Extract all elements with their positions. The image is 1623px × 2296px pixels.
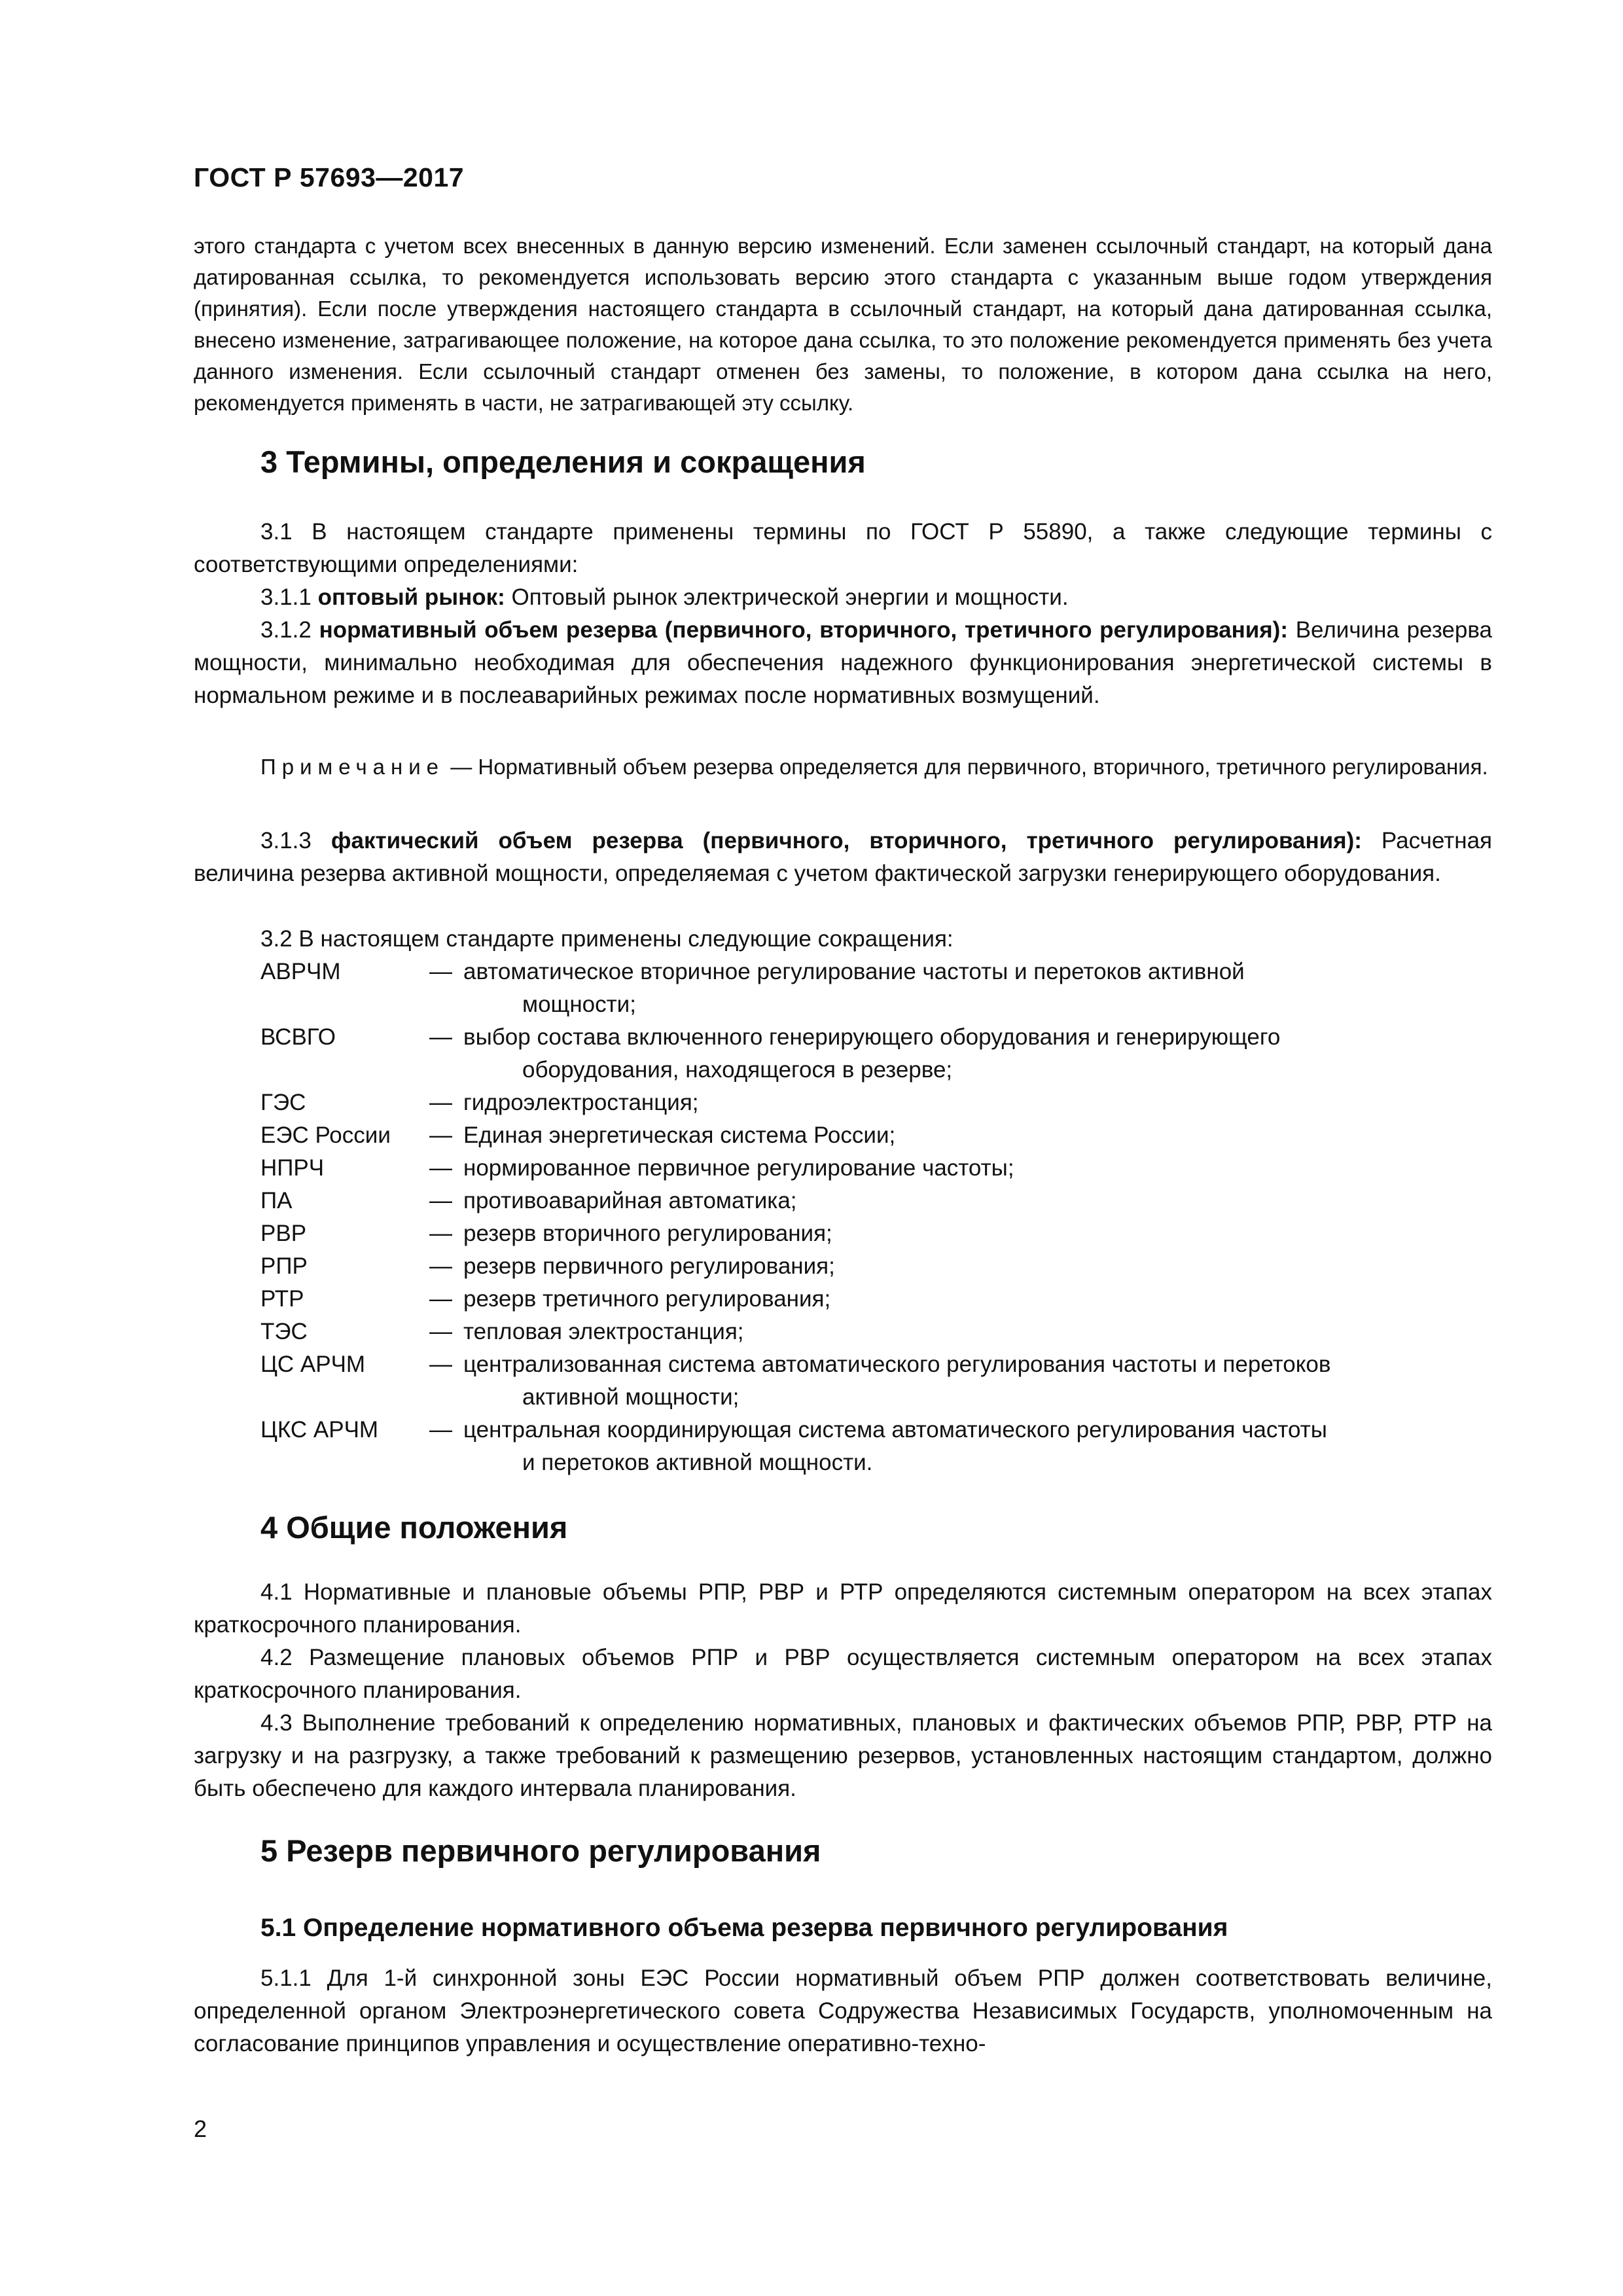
abbreviation-definition: центральная координирующая система автоматического регулирования частоты (463, 1417, 1327, 1443)
abbreviation-definition-continued: активной мощности; (522, 1384, 740, 1410)
abbreviation-key: АВРЧМ (260, 959, 341, 984)
abbreviation-row (260, 1185, 1492, 1217)
note-label: Примечание (260, 755, 445, 779)
abbreviation-dash: — (429, 1417, 452, 1443)
abbreviation-dash: — (429, 1286, 452, 1312)
abbreviation-definition: автоматическое вторичное регулирование частоты и перетоков активной (463, 959, 1245, 984)
abbreviation-key: ЦКС АРЧМ (260, 1417, 379, 1443)
abbreviation-key: РТР (260, 1286, 304, 1312)
abbreviation-dash: — (429, 1221, 452, 1246)
paragraph-5-1-1: 5.1.1 Для 1-й синхронной зоны ЕЭС России нормативный объем РПР должен соответствовать величине, определенной органом Электроэнергетического совета Содружества Независимых Государств, уполномоченным на согласование принципов управления и осуществление оперативно-техно- (194, 1965, 1492, 2056)
subsection-5-1-title: 5.1 Определение нормативного объема резерва первичного регулирования (260, 1914, 1228, 1942)
standard-header: ГОСТ Р 57693—2017 (194, 162, 465, 192)
abbreviation-row (260, 1086, 1492, 1119)
abbreviation-dash: — (429, 1155, 452, 1181)
abbreviation-definition-continued: оборудования, находящегося в резерве; (522, 1057, 953, 1083)
abbreviation-definition: централизованная система автоматического регулирования частоты и перетоков (463, 1352, 1331, 1377)
abbreviation-definition: резерв первичного регулирования; (463, 1253, 835, 1279)
abbreviation-row (260, 1021, 1492, 1086)
intro-paragraph: этого стандарта с учетом всех внесенных в данную версию изменений. Если заменен ссылочный стандарт, на который дана датированная ссылка, то рекомендуется использовать версию этого стандарта с указанным выше годом утверждения (принятия). Если после утверждения настоящего стандарта в ссылочный стандарт, на который дана датированная ссылка, внесено изменение, затрагивающее положение, на которое дана ссылка, то это положение рекомендуется применять без учета данного изменения. Если ссылочный стандарт отменен без замены, то положение, в котором дана ссылка на него, рекомендуется применять в части, не затрагивающей эту ссылку. (194, 234, 1492, 415)
abbreviation-indent (260, 988, 522, 1021)
abbreviation-definition: тепловая электростанция; (463, 1319, 744, 1344)
paragraph-4-3: 4.3 Выполнение требований к определению нормативных, плановых и фактических объемов РПР, РВР, РТР на загрузку и на разгрузку, а также требований к размещению резервов, установленных настоящим стандартом, должно быть обеспечено для каждого интервала планирования. (194, 1710, 1492, 1801)
abbreviation-key: ЦС АРЧМ (260, 1352, 366, 1377)
abbreviation-key: НПРЧ (260, 1155, 325, 1181)
abbreviation-definition: резерв третичного регулирования; (463, 1286, 831, 1312)
paragraph-4-1: 4.1 Нормативные и плановые объемы РПР, РВР и РТР определяются системным оператором на всех этапах краткосрочного планирования. (194, 1579, 1492, 1638)
abbreviation-dash: — (429, 1352, 452, 1377)
abbreviation-dash: — (429, 959, 452, 984)
note-text: — Нормативный объем резерва определяется для первичного, вторичного, третичного регулирования. (450, 755, 1488, 779)
term-normative-reserve: нормативный объем резерва (первичного, вторичного, третичного регулирования): (319, 617, 1288, 643)
abbreviation-row (260, 1119, 1492, 1152)
abbreviation-key: ПА (260, 1188, 293, 1213)
abbreviation-dash: — (429, 1122, 452, 1148)
abbreviation-definition: Единая энергетическая система России; (463, 1122, 896, 1148)
note (194, 751, 1492, 783)
abbreviation-row (260, 1250, 1492, 1283)
section-4-title: 4 Общие положения (260, 1510, 568, 1545)
abbreviation-definition: нормированное первичное регулирование частоты; (463, 1155, 1014, 1181)
abbreviation-indent (260, 1054, 522, 1086)
abbreviation-row (260, 1414, 1492, 1479)
paragraph-3-1: 3.1 В настоящем стандарте применены термины по ГОСТ Р 55890, а также следующие термины с соответствующими определениями: (194, 519, 1492, 577)
term-number: 3.1.2 (260, 617, 312, 643)
abbreviation-row (260, 1283, 1492, 1316)
term-definition: Оптовый рынок электрической энергии и мощности. (511, 584, 1069, 610)
paragraph-3-1-2 (194, 614, 1492, 712)
abbreviation-key: ВСВГО (260, 1024, 336, 1050)
term-definition: Расчетная величина резерва активной мощности, определяемая с учетом фактической загрузки генерирующего оборудования. (194, 828, 1492, 886)
term-actual-reserve: фактический объем резерва (первичного, вторичного, третичного регулирования): (330, 828, 1362, 853)
abbreviation-definition: резерв вторичного регулирования; (463, 1221, 832, 1246)
abbreviation-definition: противоаварийная автоматика; (463, 1188, 797, 1213)
abbreviation-key: ТЭС (260, 1319, 308, 1344)
abbreviation-definition: выбор состава включенного генерирующего оборудования и генерирующего (463, 1024, 1281, 1050)
abbreviation-row (260, 1217, 1492, 1250)
abbreviation-indent (260, 1381, 522, 1414)
abbreviation-key: ЕЭС России (260, 1122, 391, 1148)
abbreviation-list (260, 956, 1492, 1479)
paragraph-3-1-3 (194, 825, 1492, 890)
abbreviation-definition: гидроэлектростанция; (463, 1090, 699, 1115)
abbreviation-dash: — (429, 1188, 452, 1213)
page-number: 2 (194, 2115, 207, 2142)
abbreviation-key: РПР (260, 1253, 308, 1279)
paragraph-3-1-1 (194, 581, 1492, 614)
paragraph-4-2: 4.2 Размещение плановых объемов РПР и РВР осуществляется системным оператором на всех этапах краткосрочного планирования. (194, 1645, 1492, 1703)
abbreviation-key: РВР (260, 1221, 307, 1246)
paragraph-3-2: 3.2 В настоящем стандарте применены следующие сокращения: (260, 926, 954, 952)
term-number: 3.1.1 (260, 584, 312, 610)
abbreviation-row (260, 1316, 1492, 1348)
abbreviation-dash: — (429, 1090, 452, 1115)
abbreviation-row (260, 956, 1492, 1021)
abbreviation-definition-continued: мощности; (522, 992, 636, 1017)
abbreviation-row (260, 1152, 1492, 1185)
term-number: 3.1.3 (260, 828, 312, 853)
abbreviation-row (260, 1348, 1492, 1414)
abbreviation-dash: — (429, 1253, 452, 1279)
abbreviation-dash: — (429, 1024, 452, 1050)
abbreviation-definition-continued: и перетоков активной мощности. (522, 1450, 873, 1475)
abbreviation-dash: — (429, 1319, 452, 1344)
section-3-title: 3 Термины, определения и сокращения (260, 444, 866, 479)
abbreviation-key: ГЭС (260, 1090, 306, 1115)
term-wholesale-market: оптовый рынок: (317, 584, 505, 610)
section-5-title: 5 Резерв первичного регулирования (260, 1833, 821, 1868)
abbreviation-indent (260, 1446, 522, 1479)
term-definition: Величина резерва мощности, минимально необходимая для обеспечения надежного функционирования энергетической системы в нормальном режиме и в послеаварийных режимах после нормативных возмущений. (194, 617, 1493, 708)
